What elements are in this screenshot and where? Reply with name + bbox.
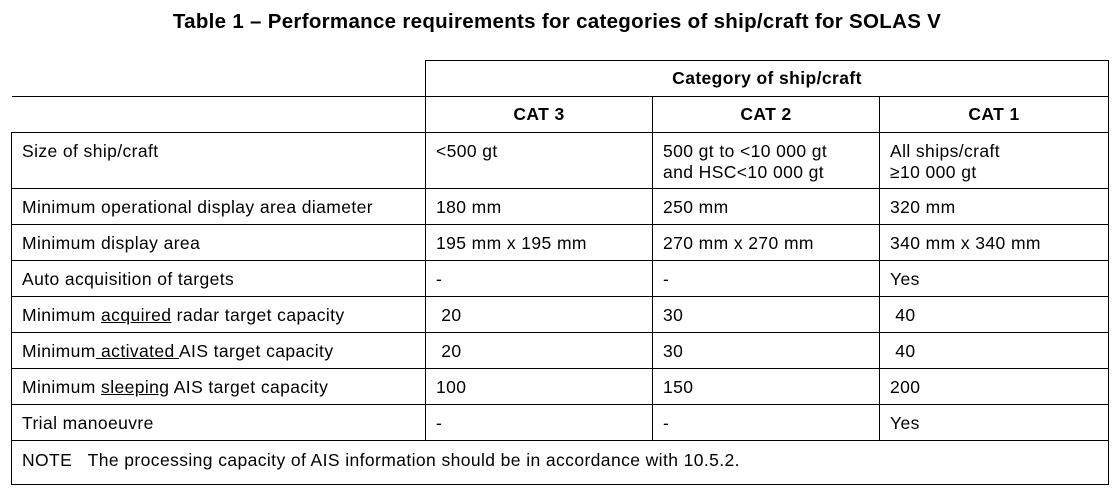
cell-cat1: Yes (880, 405, 1109, 441)
performance-requirements-table (11, 60, 1109, 485)
cell-cat2: 150 (653, 369, 880, 405)
cell-cat1: 40 (880, 297, 1109, 333)
row-label: Minimum operational display area diameter (12, 189, 426, 225)
table-row (12, 189, 1109, 225)
cell-cat3: 20 (426, 333, 653, 369)
cell-line: All ships/craft (890, 141, 1001, 161)
row-label: Size of ship/craft (12, 133, 426, 189)
table-row (12, 333, 1109, 369)
label-text: Minimum (22, 305, 102, 325)
cell-line: and HSC<10 000 gt (663, 162, 825, 182)
table-note: NOTE The processing capacity of AIS information should be in accordance with 10.5.2. (12, 441, 1109, 485)
row-label: Trial manoeuvre (12, 405, 426, 441)
cell-cat3: 195 mm x 195 mm (426, 225, 653, 261)
label-text: AIS target capacity (169, 377, 329, 397)
table-row (12, 261, 1109, 297)
table-row (12, 225, 1109, 261)
cell-cat2 (653, 133, 880, 189)
row-label: Auto acquisition of targets (12, 261, 426, 297)
cell-cat3: 180 mm (426, 189, 653, 225)
cell-cat2: 250 mm (653, 189, 880, 225)
row-label (12, 333, 426, 369)
cell-cat3: 100 (426, 369, 653, 405)
column-header-cat3: CAT 3 (426, 97, 653, 133)
cell-cat2: 270 mm x 270 mm (653, 225, 880, 261)
empty-corner-cell (12, 61, 426, 97)
cell-cat3: - (426, 261, 653, 297)
cell-cat1: 200 (880, 369, 1109, 405)
label-text: AIS target capacity (178, 341, 334, 361)
cell-cat2: - (653, 261, 880, 297)
cell-cat3: <500 gt (426, 133, 653, 189)
cell-cat2: - (653, 405, 880, 441)
cell-cat1: 320 mm (880, 189, 1109, 225)
table-row (12, 369, 1109, 405)
table-row (12, 297, 1109, 333)
underlined-term: sleeping (101, 377, 170, 397)
underlined-term: activated (95, 341, 179, 361)
cell-cat2: 30 (653, 297, 880, 333)
label-text: radar target capacity (171, 305, 345, 325)
cell-cat1: 340 mm x 340 mm (880, 225, 1109, 261)
label-text: Minimum (22, 341, 96, 361)
column-header-cat1: CAT 1 (880, 97, 1109, 133)
table-title: Table 1 – Performance requirements for categories of ship/craft for SOLAS V (172, 10, 942, 33)
cell-cat1 (880, 133, 1109, 189)
underlined-term: acquired (101, 305, 172, 325)
cell-line: ≥10 000 gt (890, 162, 977, 182)
cell-cat1: Yes (880, 261, 1109, 297)
cell-cat3: 20 (426, 297, 653, 333)
empty-corner-cell (12, 97, 426, 133)
table-row (12, 405, 1109, 441)
category-group-header: Category of ship/craft (426, 61, 1109, 97)
table-row (12, 133, 1109, 189)
row-label (12, 297, 426, 333)
row-label: Minimum display area (12, 225, 426, 261)
row-label (12, 369, 426, 405)
cell-cat1: 40 (880, 333, 1109, 369)
cell-cat2: 30 (653, 333, 880, 369)
cell-line: 500 gt to <10 000 gt (663, 141, 828, 161)
label-text: Minimum (22, 377, 102, 397)
cell-cat3: - (426, 405, 653, 441)
column-header-cat2: CAT 2 (653, 97, 880, 133)
